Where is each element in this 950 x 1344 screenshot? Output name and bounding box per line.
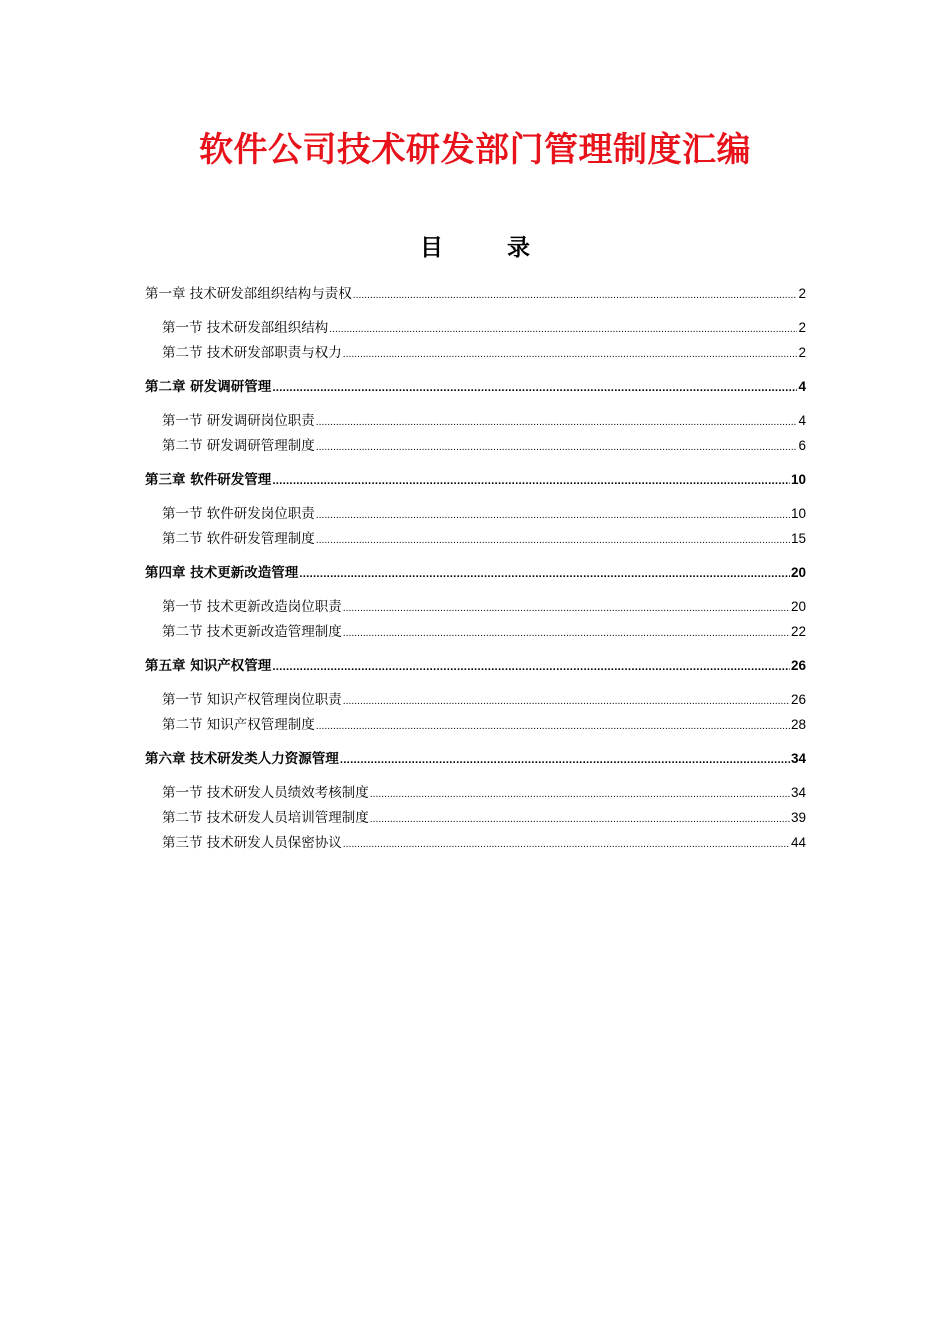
toc-section-5-2[interactable] — [145, 712, 806, 737]
toc-entry-label: 第一节 技术研发人员绩效考核制度 — [162, 785, 369, 801]
toc-leader-dots — [316, 434, 798, 461]
toc-page-number: 2 — [798, 345, 806, 360]
toc-leader-dots — [343, 620, 790, 647]
toc-entry-label: 第一节 技术研发部组织结构 — [162, 320, 329, 336]
table-of-contents — [145, 281, 806, 855]
toc-page-number: 10 — [790, 506, 806, 521]
toc-entry-label: 第六章 技术研发类人力资源管理 — [145, 751, 339, 767]
toc-page-number: 2 — [798, 286, 806, 301]
toc-chapter-6[interactable] — [145, 746, 806, 771]
toc-section-1-2[interactable] — [145, 340, 806, 365]
toc-page-number: 6 — [798, 438, 806, 453]
toc-page-number: 26 — [790, 692, 806, 707]
toc-page-number: 4 — [798, 379, 806, 394]
toc-page-number: 22 — [790, 624, 806, 639]
toc-chapter-5[interactable] — [145, 653, 806, 678]
toc-section-2-1[interactable] — [145, 408, 806, 433]
toc-leader-dots — [343, 831, 790, 858]
toc-entry-label: 第一章 技术研发部组织结构与责权 — [145, 286, 352, 302]
toc-entry-label: 第五章 知识产权管理 — [145, 658, 272, 674]
toc-entry-label: 第一节 研发调研岗位职责 — [162, 413, 315, 429]
toc-entry-label: 第二节 软件研发管理制度 — [162, 531, 315, 547]
toc-leader-dots — [329, 316, 797, 343]
toc-entry-label: 第二章 研发调研管理 — [145, 379, 272, 395]
toc-section-1-1[interactable] — [145, 315, 806, 340]
toc-entry-label: 第一节 知识产权管理岗位职责 — [162, 692, 342, 708]
toc-page-number: 15 — [790, 531, 806, 546]
toc-section-2-2[interactable] — [145, 433, 806, 458]
toc-chapter-1[interactable] — [145, 281, 806, 306]
toc-leader-dots — [343, 341, 798, 368]
toc-chapter-4[interactable] — [145, 560, 806, 585]
toc-chapter-3[interactable] — [145, 467, 806, 492]
toc-chapter-2[interactable] — [145, 374, 806, 399]
toc-section-5-1[interactable] — [145, 687, 806, 712]
toc-leader-dots — [316, 502, 790, 529]
toc-leader-dots — [299, 561, 790, 588]
toc-entry-label: 第三节 技术研发人员保密协议 — [162, 835, 342, 851]
toc-leader-dots — [370, 781, 790, 808]
toc-leader-dots — [272, 654, 790, 681]
toc-page-number: 2 — [798, 320, 806, 335]
toc-entry-label: 第三章 软件研发管理 — [145, 472, 272, 488]
toc-entry-label: 第二节 技术研发人员培训管理制度 — [162, 810, 369, 826]
toc-entry-label: 第二节 研发调研管理制度 — [162, 438, 315, 454]
toc-section-3-2[interactable] — [145, 526, 806, 551]
toc-page-number: 4 — [798, 413, 806, 428]
toc-entry-label: 第二节 技术研发部职责与权力 — [162, 345, 342, 361]
toc-section-6-3[interactable] — [145, 830, 806, 855]
toc-leader-dots — [316, 409, 798, 436]
toc-page-number: 20 — [790, 599, 806, 614]
toc-entry-label: 第一节 软件研发岗位职责 — [162, 506, 315, 522]
toc-section-4-2[interactable] — [145, 619, 806, 644]
toc-entry-label: 第一节 技术更新改造岗位职责 — [162, 599, 342, 615]
toc-section-3-1[interactable] — [145, 501, 806, 526]
toc-page-number: 39 — [790, 810, 806, 825]
toc-leader-dots — [343, 688, 790, 715]
toc-leader-dots — [370, 806, 790, 833]
toc-leader-dots — [343, 595, 790, 622]
toc-page-number: 28 — [790, 717, 806, 732]
toc-page-number: 10 — [790, 472, 806, 487]
toc-leader-dots — [316, 527, 790, 554]
toc-leader-dots — [272, 468, 790, 495]
toc-page-number: 44 — [790, 835, 806, 850]
toc-page-number: 34 — [790, 785, 806, 800]
toc-leader-dots — [272, 375, 797, 402]
toc-leader-dots — [316, 713, 790, 740]
toc-entry-label: 第二节 知识产权管理制度 — [162, 717, 315, 733]
toc-page-number: 20 — [790, 565, 806, 580]
toc-leader-dots — [340, 747, 790, 774]
toc-section-4-1[interactable] — [145, 594, 806, 619]
toc-entry-label: 第四章 技术更新改造管理 — [145, 565, 299, 581]
toc-section-6-1[interactable] — [145, 780, 806, 805]
toc-heading: 目 录 — [419, 235, 558, 261]
toc-page-number: 34 — [790, 751, 806, 766]
toc-section-6-2[interactable] — [145, 805, 806, 830]
toc-entry-label: 第二节 技术更新改造管理制度 — [162, 624, 342, 640]
document-title: 软件公司技术研发部门管理制度汇编 — [199, 130, 751, 170]
toc-page-number: 26 — [790, 658, 806, 673]
toc-leader-dots — [353, 282, 798, 309]
